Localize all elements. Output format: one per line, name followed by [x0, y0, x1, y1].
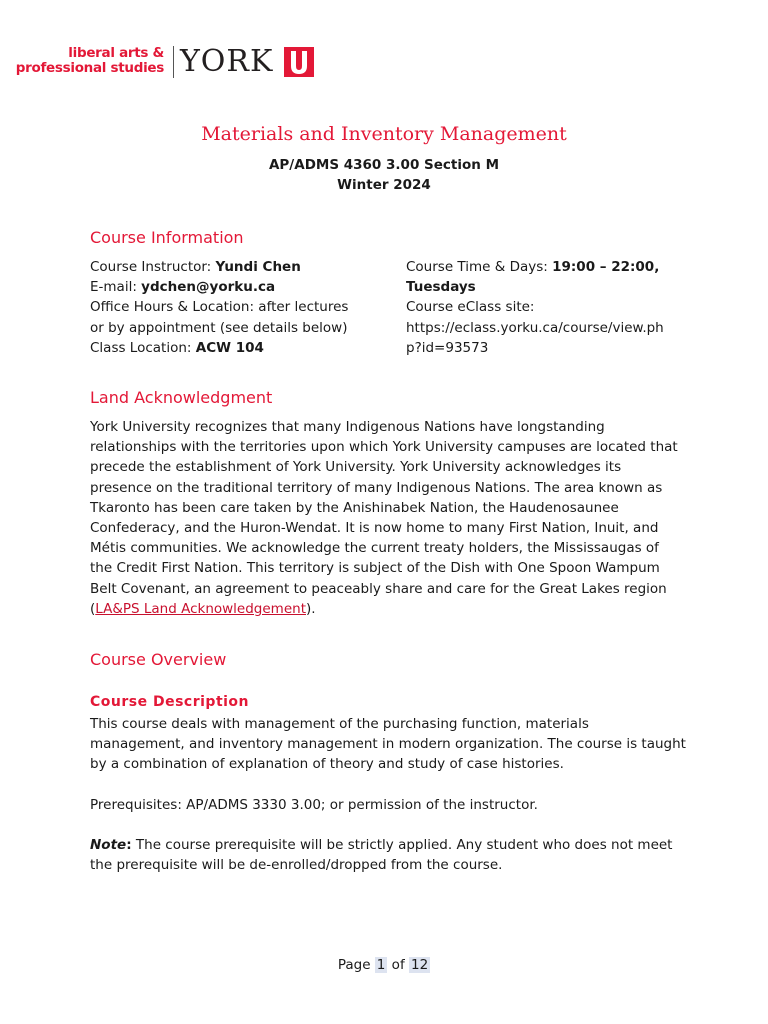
faculty-name: [16, 46, 164, 76]
land-ack-line: the Credit First Nation. This territory is subject of the Dish with One Spoon Wampum: [90, 560, 660, 577]
eclass-url-line2[interactable]: p?id=93573: [406, 339, 489, 356]
instructor-name: Yundi Chen: [215, 259, 301, 275]
course-description-line: by a combination of explanation of theory and study of case histories.: [90, 756, 564, 773]
course-title: Materials and Inventory Management: [201, 123, 567, 145]
eclass-label: Course eClass site:: [406, 299, 535, 316]
faculty-name-line1: liberal arts &: [68, 45, 164, 61]
land-acknowledgment-heading: Land Acknowledgment: [90, 388, 273, 407]
current-page-number: 1: [376, 957, 386, 973]
class-location: ACW 104: [195, 339, 264, 356]
eclass-url-line1[interactable]: https://eclass.yorku.ca/course/view.ph: [406, 319, 664, 336]
land-acknowledgment-paragraph: [90, 417, 682, 619]
of-word: of: [387, 957, 409, 973]
email-label: E-mail:: [90, 279, 142, 296]
course-term: Winter 2024: [337, 177, 431, 193]
time-days-label: Course Time & Days:: [406, 259, 553, 275]
course-time: 19:00 – 22:00,: [552, 259, 660, 275]
note-label: Note: [90, 837, 127, 853]
course-info-left-column: [90, 257, 390, 358]
course-description-line: This course deals with management of the purchasing function, materials: [90, 716, 589, 732]
faculty-name-line2: professional studies: [15, 60, 164, 76]
time-days-line: [406, 257, 676, 277]
note-text-line1: The course prerequisite will be strictly applied. Any student who does not meet: [131, 837, 673, 853]
york-u-icon: [284, 47, 314, 77]
instructor-email: ydchen@yorku.ca: [141, 279, 276, 296]
class-location-label: Class Location:: [90, 339, 196, 356]
course-days-line: [406, 277, 676, 297]
land-ack-link-line: [90, 599, 682, 619]
land-ack-line: presence on the traditional territory of many Indigenous Nations. The area known as: [90, 479, 663, 496]
laps-land-acknowledgement-link[interactable]: LA&PS Land Acknowledgement: [95, 600, 306, 617]
note-line1: [90, 835, 682, 855]
course-description-paragraph: [90, 714, 686, 775]
course-info-right-column: [406, 257, 676, 358]
note-text-line2: the prerequisite will be de-enrolled/dropped from the course.: [90, 857, 503, 874]
land-ack-line: precede the establishment of York University. York University acknowledges its: [90, 459, 622, 476]
course-overview-heading: Course Overview: [90, 650, 227, 669]
course-description-heading: Course Description: [90, 694, 250, 710]
office-hours-line2: or by appointment (see details below): [90, 319, 348, 336]
page-footer: [0, 957, 768, 973]
course-information-heading: Course Information: [90, 228, 244, 247]
total-pages-number: 12: [411, 957, 429, 973]
course-description-line: management, and inventory management in modern organization. The course is taught: [90, 736, 686, 753]
prerequisite-note: [90, 835, 682, 875]
land-ack-paren-close: ).: [306, 600, 316, 617]
land-ack-line: Confederacy, and the Huron-Wendat. It is now home to many First Nation, Inuit, and: [90, 520, 659, 537]
york-wordmark: YORK: [180, 44, 274, 79]
instructor-label: Course Instructor:: [90, 259, 216, 275]
land-ack-line: York University recognizes that many Indigenous Nations have longstanding: [90, 419, 605, 435]
logo-divider: [173, 46, 174, 78]
land-ack-line: Métis communities. We acknowledge the current treaty holders, the Mississaugas of: [90, 540, 659, 557]
prerequisites-text: Prerequisites: AP/ADMS 3330 3.00; or permission of the instructor.: [90, 797, 538, 813]
office-hours-line1: Office Hours & Location: after lectures: [90, 299, 349, 316]
laps-york-logo: [15, 44, 328, 80]
class-location-line: [90, 338, 390, 358]
course-code: AP/ADMS 4360 3.00 Section M: [268, 157, 500, 173]
note-colon: :: [126, 837, 132, 853]
page-word: Page: [337, 957, 375, 973]
land-ack-line: relationships with the territories upon which York University campuses are located that: [90, 439, 678, 456]
course-days: Tuesdays: [406, 279, 476, 296]
land-ack-paren-open: (: [90, 600, 96, 617]
email-line: [90, 277, 390, 297]
instructor-line: [90, 257, 390, 277]
land-ack-line: Belt Covenant, an agreement to peaceably share and care for the Great Lakes region: [90, 580, 667, 597]
land-ack-line: Tkaronto has been care taken by the Anishinabek Nation, the Haudenosaunee: [90, 499, 619, 516]
